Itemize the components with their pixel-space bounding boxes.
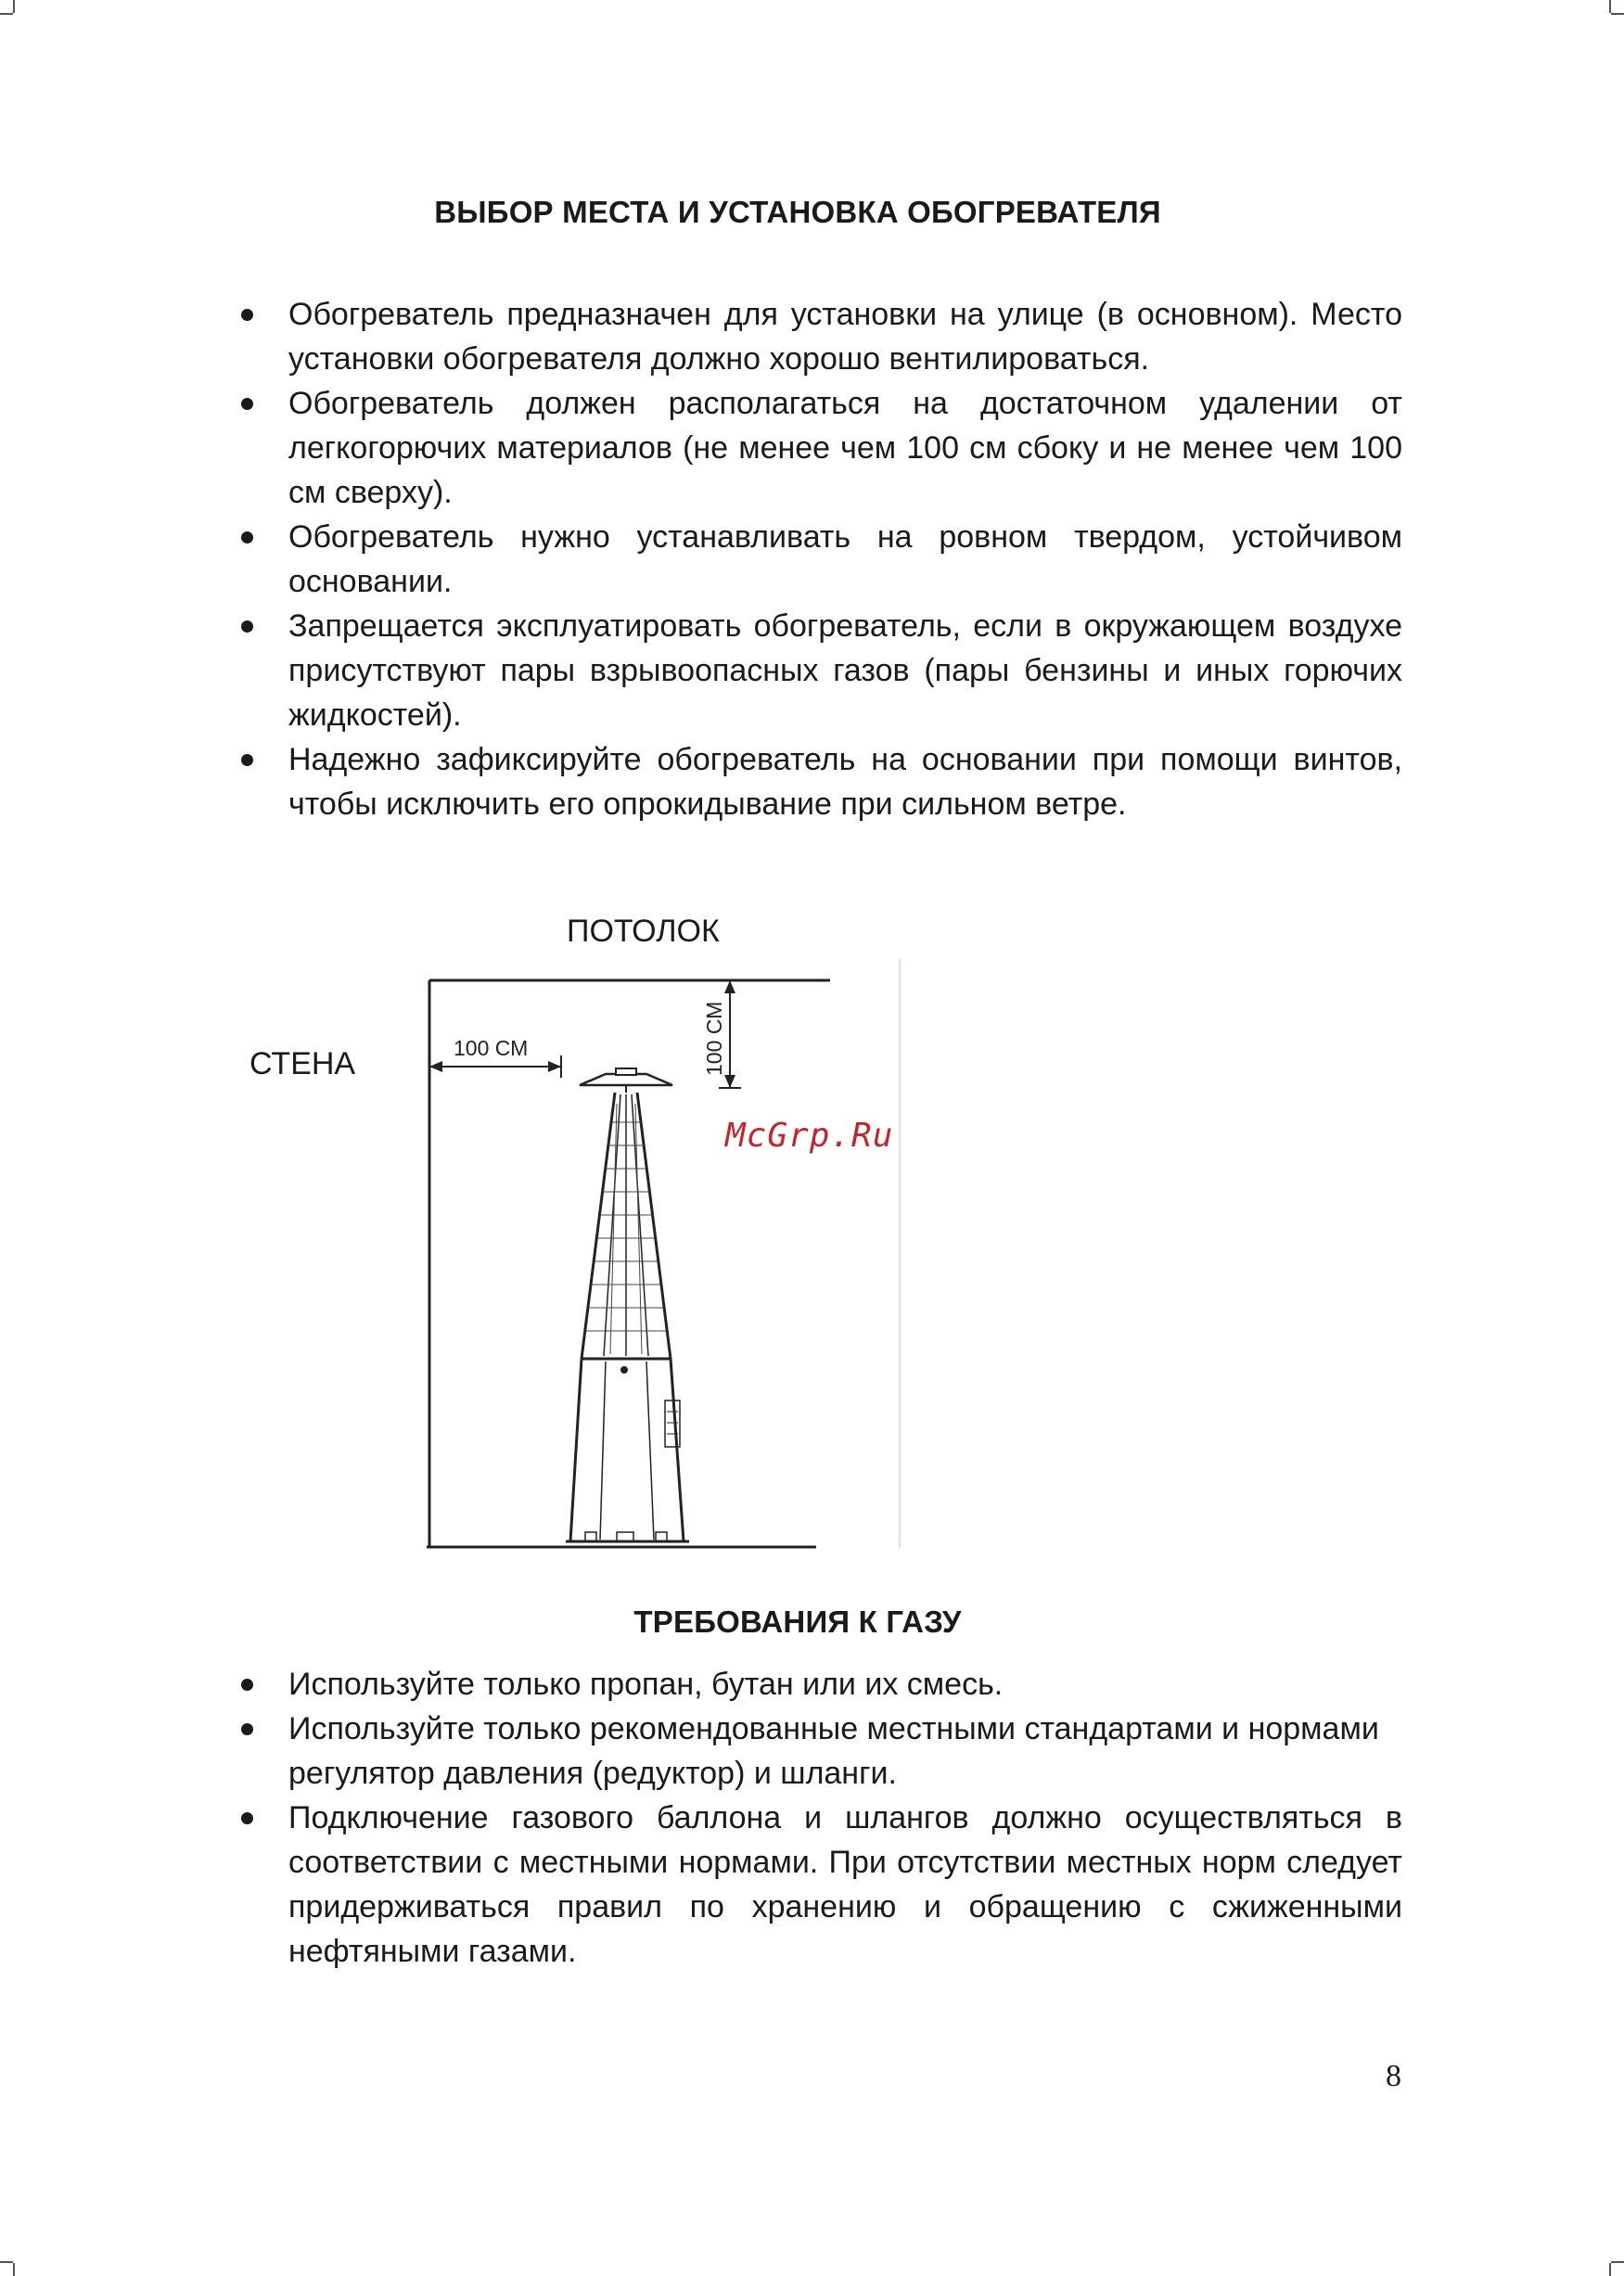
bullet-icon [241,531,253,543]
gas-requirements-list [239,1662,1402,1974]
crop-mark [1611,2261,1624,2263]
top-distance-label: 100 СМ [702,1001,726,1076]
list-item: Подключение газового баллона и шлангов должно осуществляться в соответствии с местными нормами. При отсутствии местных норм следует придерживаться правил по хранению и обращению с сжиженными нефтяными газами. [239,1796,1402,1974]
ceiling-label: ПОТОЛОК [567,914,720,949]
list-item: Используйте только пропан, бутан или их смесь. [239,1662,1402,1707]
crop-mark [0,2261,13,2263]
bullet-icon [241,309,253,321]
heater-clearance-diagram [422,955,923,1558]
section-title-gas: ТРЕБОВАНИЯ К ГАЗУ [633,1605,962,1639]
side-distance-label: 100 СМ [454,1036,529,1060]
watermark: McGrp.Ru [725,1117,894,1155]
crop-mark [0,13,13,15]
crop-mark [13,2263,15,2276]
list-item: Обогреватель предназначен для установки на улице (в основном). Место установки обогревателя должно хорошо вентилироваться. [239,292,1402,381]
placement-rules-list [239,292,1402,826]
wall-label: СТЕНА [249,1046,356,1081]
page-number: 8 [1386,2059,1401,2093]
bullet-icon [241,398,253,410]
heater-icon [566,1068,689,1541]
bullet-icon [241,1723,253,1735]
bullet-icon [241,754,253,766]
list-item: Запрещается эксплуатировать обогреватель, если в окружающем воздухе присутствуют пары взрывоопасных газов (пары бензины и иных горючих жидкостей). [239,604,1402,737]
section-title-placement: ВЫБОР МЕСТА И УСТАНОВКА ОБОГРЕВАТЕЛЯ [434,195,1161,229]
bullet-icon [241,620,253,633]
bullet-icon [241,1679,253,1691]
list-item: Используйте только рекомендованные местными стандартами и нормами регулятор давления (редуктор) и шланги. [239,1707,1402,1796]
crop-mark [1609,2263,1611,2276]
crop-mark [1611,13,1624,15]
crop-mark [1609,0,1611,13]
list-item: Обогреватель должен располагаться на достаточном удалении от легкогорючих материалов (не менее чем 100 см сбоку и не менее чем 100 см сверху). [239,381,1402,515]
list-item: Надежно зафиксируйте обогреватель на основании при помощи винтов, чтобы исключить его опрокидывание при сильном ветре. [239,737,1402,826]
top-dimension [702,980,741,1088]
side-dimension [429,1036,561,1078]
list-item: Обогреватель нужно устанавливать на ровном твердом, устойчивом основании. [239,515,1402,604]
bullet-icon [241,1812,253,1824]
crop-mark [13,0,15,13]
